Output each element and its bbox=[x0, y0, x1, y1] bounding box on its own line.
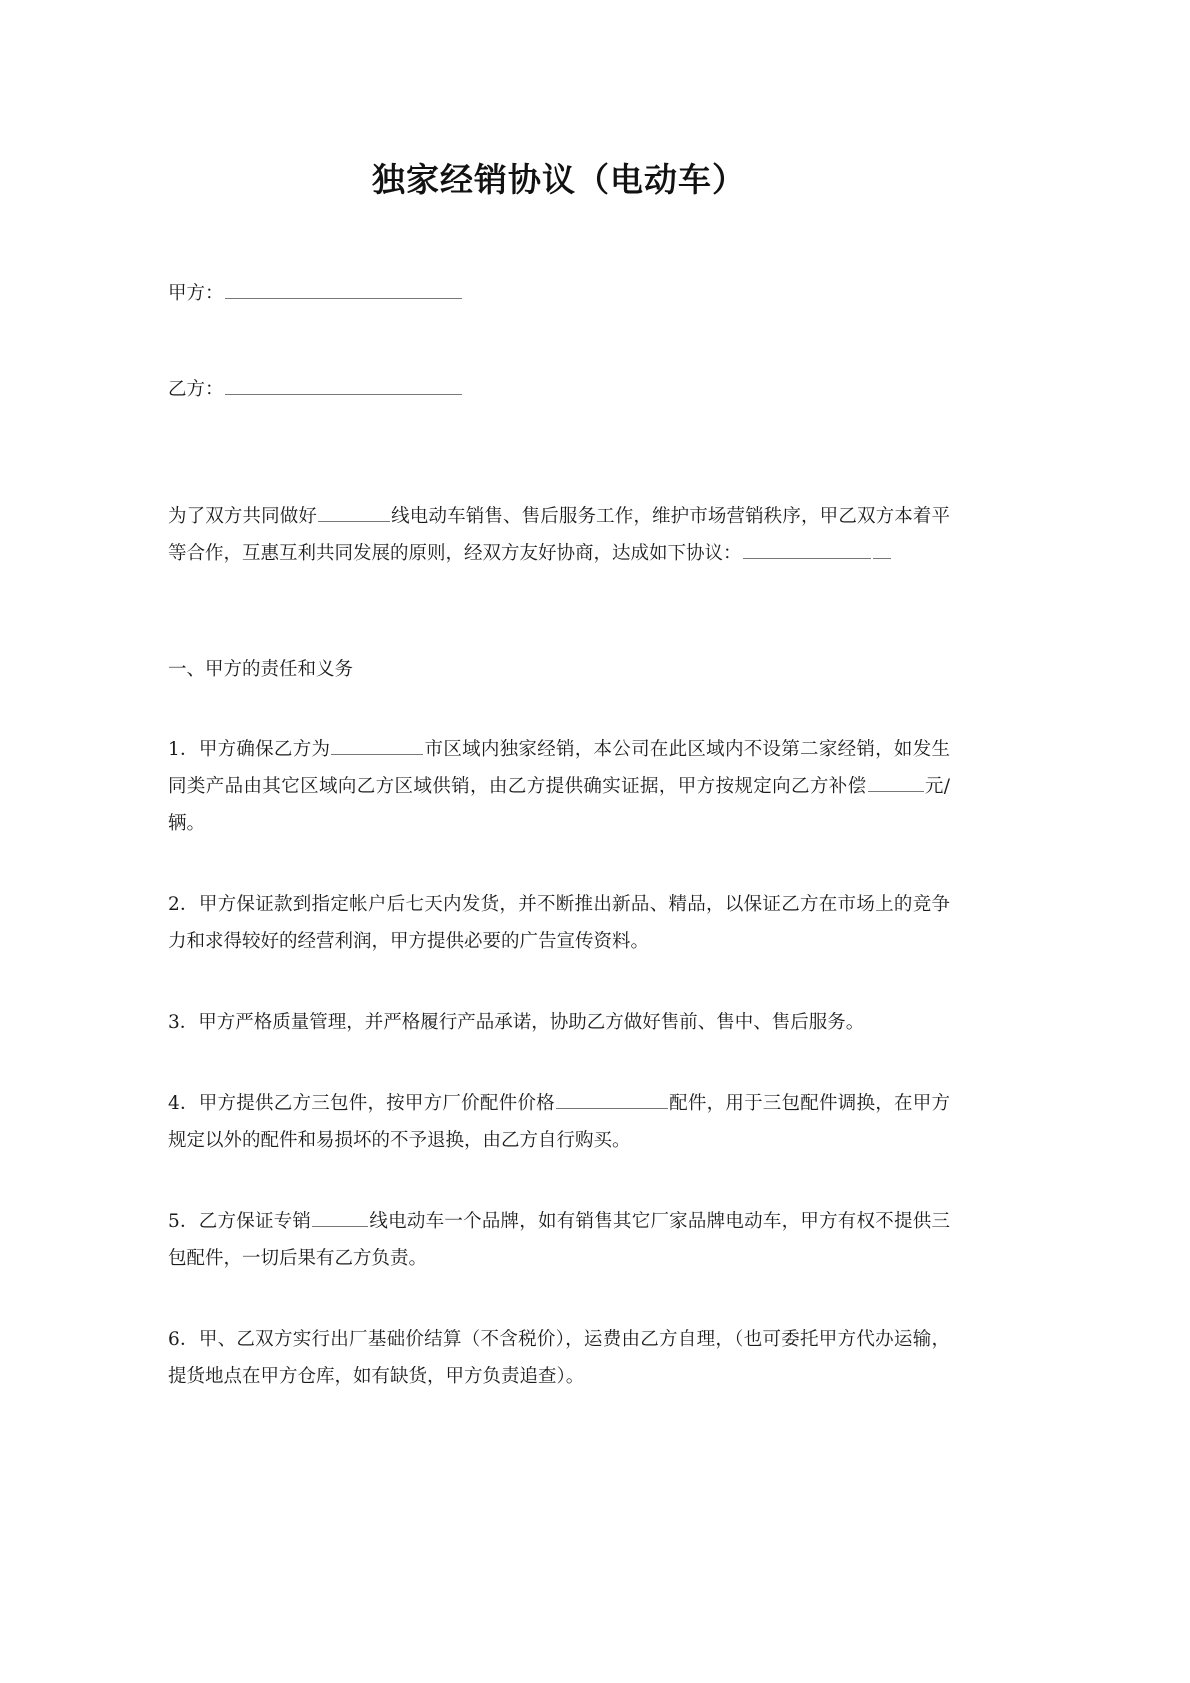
clause-4-text-1: 甲方提供乙方三包件，按甲方厂价配件价格 bbox=[198, 1093, 555, 1115]
party-b-input-blank[interactable] bbox=[225, 375, 462, 395]
party-b-label: 乙方： bbox=[168, 378, 224, 400]
clause-2-number: 2． bbox=[168, 894, 199, 916]
intro-blank-tail[interactable] bbox=[743, 540, 871, 560]
clause-5-text-1: 乙方保证专销 bbox=[198, 1211, 312, 1233]
intro-blank-brand[interactable] bbox=[318, 503, 390, 523]
clause-3 bbox=[168, 1004, 950, 1041]
clause-2-text-1: 甲方保证款到指定帐户后七天内发货，并不断推出新品、精品，以保证乙方在市场上的竞争力和求得较好的经营利润，甲方提供必要的广告宣传资料。 bbox=[168, 894, 950, 953]
page-title: 独家经销协议（电动车） bbox=[372, 160, 746, 199]
clause-6 bbox=[168, 1321, 950, 1395]
clause-4 bbox=[168, 1085, 950, 1159]
clause-1-number: 1． bbox=[168, 739, 199, 761]
clause-2 bbox=[168, 886, 950, 960]
clause-5 bbox=[168, 1203, 950, 1277]
clause-4-text-2: 配件，用于三包配件调换，在甲方规定以外的配件和易损坏的不予退换，由乙方自行购买。 bbox=[168, 1093, 950, 1152]
clause-4-number: 4． bbox=[168, 1093, 199, 1115]
clause-1-blank-city[interactable] bbox=[331, 736, 423, 756]
clause-6-number: 6． bbox=[168, 1329, 199, 1351]
party-a-label: 甲方： bbox=[168, 282, 224, 304]
clause-6-text-1: 甲、乙双方实行出厂基础价结算（不含税价），运费由乙方自理，（也可委托甲方代办运输，提货地点在甲方仓库，如有缺货，甲方负责追查）。 bbox=[168, 1329, 950, 1388]
party-a-input-blank[interactable] bbox=[225, 279, 462, 299]
intro-paragraph bbox=[168, 498, 950, 572]
intro-text-1: 为了双方共同做好 bbox=[168, 506, 318, 528]
section-heading-party-a-duties: 一、甲方的责任和义务 bbox=[168, 659, 354, 681]
clause-1-blank-amount[interactable] bbox=[868, 773, 924, 793]
party-b-row bbox=[168, 373, 950, 406]
clause-3-number: 3． bbox=[168, 1012, 199, 1034]
clause-5-number: 5． bbox=[168, 1211, 199, 1233]
clause-5-text-2: 线电动车一个品牌，如有销售其它厂家品牌电动车，甲方有权不提供三包配件，一切后果有乙方负责。 bbox=[168, 1211, 950, 1270]
intro-blank-tail-wrap[interactable] bbox=[873, 540, 891, 560]
party-a-row bbox=[168, 277, 950, 310]
clause-1-text-1: 甲方确保乙方为 bbox=[198, 739, 331, 761]
party-fields bbox=[168, 277, 950, 407]
intro-text-2: 线电动车销售、售后服务工作，维护市场营销秩序，甲乙双方本着平等合作，互惠互利共同发展的原则，经双方友好协商，达成如下协议： bbox=[168, 506, 950, 565]
clause-1-text-3: 元/辆。 bbox=[168, 776, 950, 835]
clause-3-text-1: 甲方严格质量管理，并严格履行产品承诺，协助乙方做好售前、售中、售后服务。 bbox=[198, 1012, 865, 1034]
clause-1 bbox=[168, 731, 950, 842]
document-content bbox=[168, 0, 950, 1414]
clause-1-text-2: 市区域内独家经销，本公司在此区域内不设第二家经销，如发生同类产品由其它区域向乙方区域供销，由乙方提供确实证据，甲方按规定向乙方补偿 bbox=[168, 739, 950, 798]
clause-4-blank-price[interactable] bbox=[556, 1090, 668, 1110]
clause-5-blank-brand[interactable] bbox=[312, 1208, 368, 1228]
